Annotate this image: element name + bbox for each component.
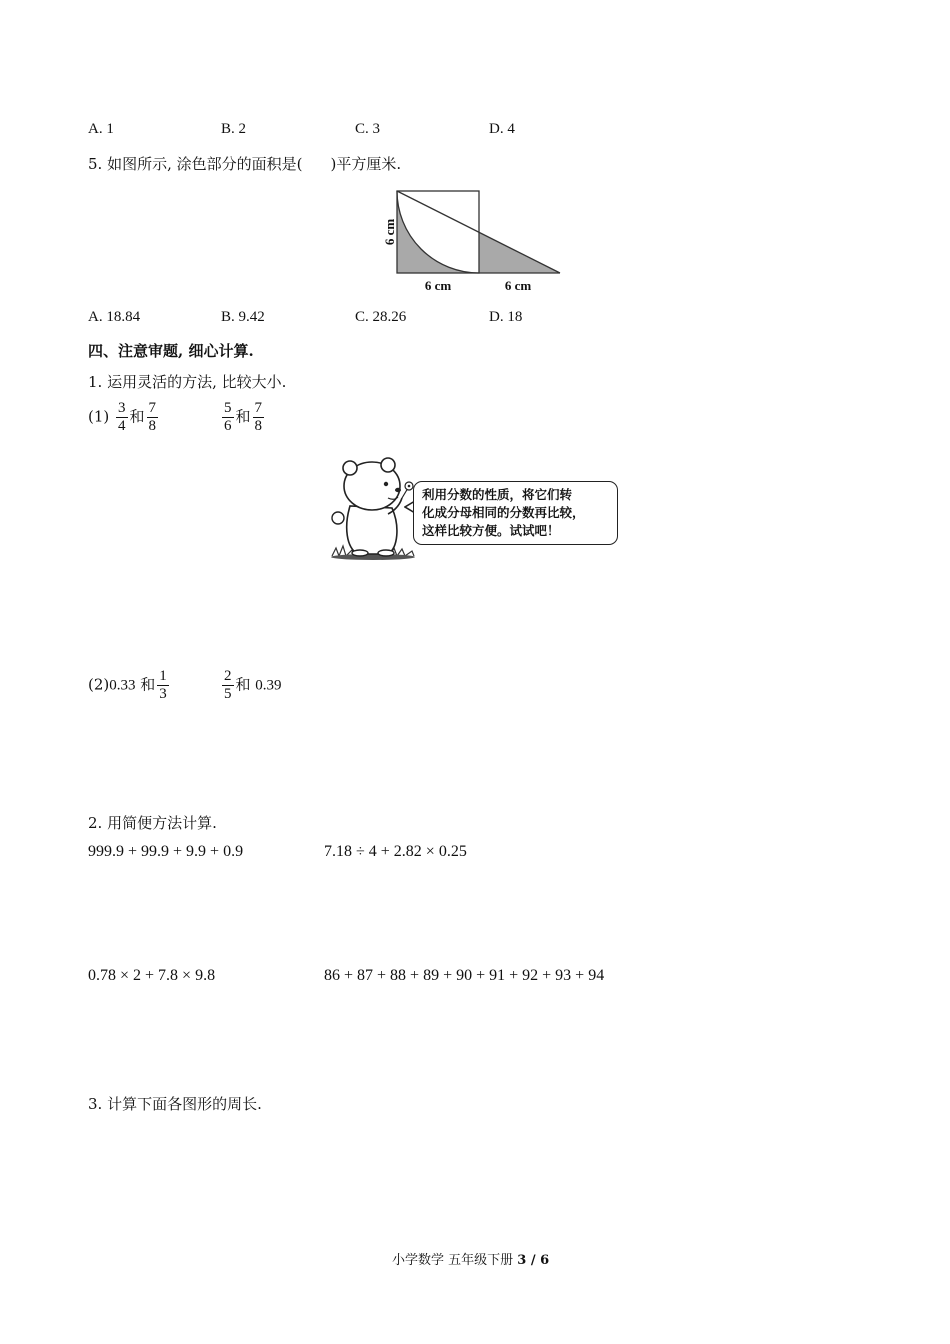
numerator: 2 [224, 668, 232, 684]
base-left-label: 6 cm [424, 278, 452, 293]
decimal-a: 0.33 [109, 677, 136, 694]
q5-prefix: 5. 如图所示, 涂色部分的面积是( [88, 155, 303, 173]
numerator: 1 [159, 668, 167, 684]
q5-option-a: A. 18.84 [88, 309, 141, 325]
q3-title: 3. 计算下面各图形的周长. [88, 1095, 262, 1113]
q1-part2 [88, 668, 171, 703]
height-label: 6 cm [382, 218, 397, 246]
expression-3: 0.78 × 2 + 7.8 × 9.8 [88, 967, 216, 984]
q4-option-c: C. 3 [355, 121, 381, 137]
hint-line-1: 利用分数的性质，将它们转 [422, 487, 573, 502]
part2-label: (2) [88, 675, 110, 694]
fraction-1-3 [157, 668, 169, 703]
expression-1: 999.9 + 99.9 + 9.9 + 0.9 [88, 843, 244, 860]
q5-question [88, 153, 401, 174]
denominator: 8 [254, 418, 263, 434]
hint-speech-bubble [413, 481, 618, 545]
q1-part2-second [220, 668, 282, 703]
expression-2: 7.18 ÷ 4 + 2.82 × 0.25 [324, 843, 467, 860]
base-right-label: 6 cm [504, 278, 532, 293]
numerator: 7 [148, 400, 157, 416]
q5-option-d: D. 18 [489, 309, 523, 325]
connector: 和 [140, 675, 156, 694]
q5-option-c: C. 28.26 [355, 309, 407, 325]
connector: 和 [129, 407, 145, 426]
section-title: 四、注意审题, 细心计算. [88, 342, 254, 360]
fraction-5-6 [222, 400, 234, 435]
connector: 和 [235, 407, 251, 426]
q4-option-b: B. 2 [221, 121, 247, 137]
q4-option-d: D. 4 [489, 121, 515, 137]
denominator: 8 [148, 418, 157, 434]
fraction-7-8 [253, 400, 265, 435]
footer-subject: 小学数学 五年级下册 [392, 1253, 514, 1268]
q1-title: 1. 运用灵活的方法, 比较大小. [88, 373, 287, 391]
decimal-b: 0.39 [255, 677, 282, 694]
fraction-2-5 [222, 668, 234, 703]
q5-suffix: )平方厘米. [330, 155, 402, 173]
q1-part1-second [220, 400, 266, 435]
q1-part1 [88, 400, 160, 435]
hint-line-2: 化成分母相同的分数再比较， [422, 505, 585, 520]
hint-line-3: 这样比较方便。试试吧！ [422, 523, 560, 538]
q2-title: 2. 用简便方法计算. [88, 814, 217, 832]
numerator: 3 [118, 400, 126, 416]
q4-option-a: A. 1 [88, 121, 114, 137]
q5-figure [370, 185, 570, 297]
fraction-3-4 [116, 400, 128, 435]
numerator: 7 [254, 400, 263, 416]
numerator: 5 [224, 400, 232, 416]
denominator: 4 [118, 418, 126, 434]
page-number: 3 / 6 [517, 1253, 550, 1268]
denominator: 5 [224, 686, 232, 702]
q5-option-b: B. 9.42 [221, 309, 265, 325]
denominator: 3 [159, 686, 167, 702]
part1-label: (1) [88, 407, 110, 426]
denominator: 6 [224, 418, 232, 434]
expression-4: 86 + 87 + 88 + 89 + 90 + 91 + 92 + 93 + 94 [324, 967, 605, 984]
page-footer [392, 1249, 549, 1268]
fraction-7-8 [147, 400, 159, 435]
connector: 和 [235, 675, 251, 694]
